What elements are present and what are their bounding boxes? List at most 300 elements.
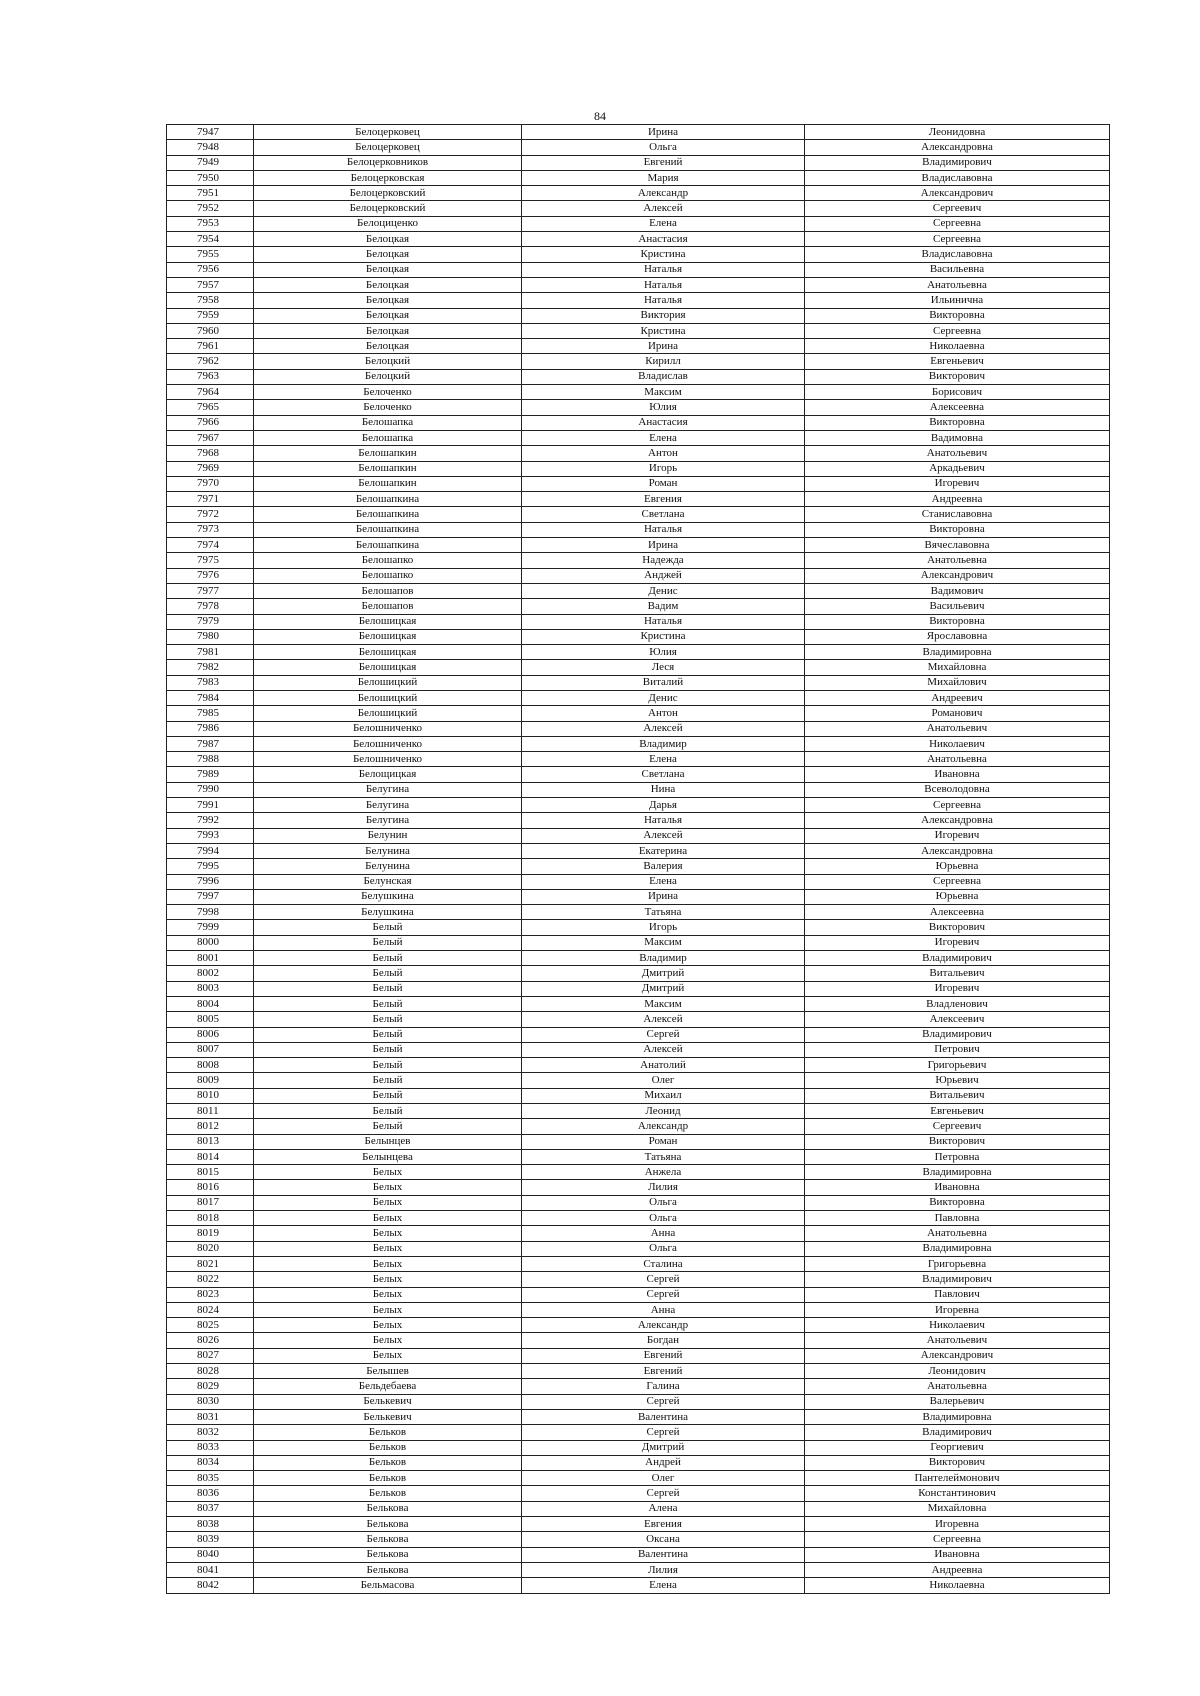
row-number-cell: 7986: [167, 721, 254, 736]
last-name-cell: Белый: [254, 1012, 522, 1027]
row-number-cell: 8025: [167, 1318, 254, 1333]
last-name-cell: Белый: [254, 920, 522, 935]
table-row: [167, 736, 1110, 751]
last-name-cell: Белый: [254, 935, 522, 950]
patronymic-cell: Сергеевна: [805, 323, 1110, 338]
patronymic-cell: Евгеньевич: [805, 1104, 1110, 1119]
first-name-cell: Екатерина: [522, 843, 805, 858]
row-number-cell: 7984: [167, 690, 254, 705]
patronymic-cell: Владимировна: [805, 1165, 1110, 1180]
first-name-cell: Ирина: [522, 339, 805, 354]
last-name-cell: Белугина: [254, 798, 522, 813]
last-name-cell: Бельков: [254, 1471, 522, 1486]
first-name-cell: Кристина: [522, 323, 805, 338]
page-number: 84: [594, 109, 606, 123]
row-number-cell: 7998: [167, 905, 254, 920]
patronymic-cell: Александрович: [805, 568, 1110, 583]
patronymic-cell: Владимирович: [805, 1027, 1110, 1042]
first-name-cell: Александр: [522, 1318, 805, 1333]
patronymic-cell: Владимировна: [805, 1409, 1110, 1424]
first-name-cell: Дмитрий: [522, 1440, 805, 1455]
row-number-cell: 8016: [167, 1180, 254, 1195]
row-number-cell: 8039: [167, 1532, 254, 1547]
table-row: [167, 1088, 1110, 1103]
last-name-cell: Белый: [254, 1073, 522, 1088]
row-number-cell: 7952: [167, 201, 254, 216]
last-name-cell: Белошапов: [254, 599, 522, 614]
last-name-cell: Белый: [254, 1119, 522, 1134]
table-row: [167, 1104, 1110, 1119]
row-number-cell: 7981: [167, 645, 254, 660]
row-number-cell: 7961: [167, 339, 254, 354]
first-name-cell: Лилия: [522, 1562, 805, 1577]
table-row: [167, 889, 1110, 904]
row-number-cell: 7985: [167, 706, 254, 721]
patronymic-cell: Станиславовна: [805, 507, 1110, 522]
last-name-cell: Белошицкий: [254, 706, 522, 721]
patronymic-cell: Анатольевна: [805, 277, 1110, 292]
first-name-cell: Сергей: [522, 1287, 805, 1302]
row-number-cell: 8034: [167, 1455, 254, 1470]
patronymic-cell: Ильинична: [805, 293, 1110, 308]
first-name-cell: Александр: [522, 186, 805, 201]
table-row: [167, 767, 1110, 782]
table-row: [167, 859, 1110, 874]
row-number-cell: 8001: [167, 951, 254, 966]
last-name-cell: Белоцкий: [254, 369, 522, 384]
patronymic-cell: Борисович: [805, 385, 1110, 400]
table-row: [167, 721, 1110, 736]
first-name-cell: Валентина: [522, 1409, 805, 1424]
row-number-cell: 7988: [167, 752, 254, 767]
table-row: [167, 920, 1110, 935]
last-name-cell: Белоцерковец: [254, 140, 522, 155]
patronymic-cell: Игоревна: [805, 1302, 1110, 1317]
first-name-cell: Ирина: [522, 538, 805, 553]
row-number-cell: 8009: [167, 1073, 254, 1088]
table-row: [167, 232, 1110, 247]
first-name-cell: Виктория: [522, 308, 805, 323]
patronymic-cell: Викторович: [805, 1455, 1110, 1470]
patronymic-cell: Васильевна: [805, 262, 1110, 277]
patronymic-cell: Вадимовна: [805, 430, 1110, 445]
patronymic-cell: Аркадьевич: [805, 461, 1110, 476]
row-number-cell: 7991: [167, 798, 254, 813]
first-name-cell: Ольга: [522, 1211, 805, 1226]
last-name-cell: Белый: [254, 1042, 522, 1057]
last-name-cell: Белоцкая: [254, 308, 522, 323]
first-name-cell: Евгения: [522, 492, 805, 507]
table-row: [167, 1318, 1110, 1333]
first-name-cell: Анна: [522, 1226, 805, 1241]
row-number-cell: 7951: [167, 186, 254, 201]
table-row: [167, 966, 1110, 981]
table-row: [167, 369, 1110, 384]
table-row: [167, 1027, 1110, 1042]
table-row: [167, 645, 1110, 660]
row-number-cell: 8004: [167, 996, 254, 1011]
row-number-cell: 7975: [167, 553, 254, 568]
table-row: [167, 339, 1110, 354]
row-number-cell: 8022: [167, 1272, 254, 1287]
patronymic-cell: Анатольевна: [805, 752, 1110, 767]
last-name-cell: Белынцева: [254, 1149, 522, 1164]
table-row: [167, 614, 1110, 629]
table-row: [167, 201, 1110, 216]
last-name-cell: Белошапкина: [254, 522, 522, 537]
last-name-cell: Белошапкин: [254, 461, 522, 476]
last-name-cell: Белошниченко: [254, 736, 522, 751]
row-number-cell: 7948: [167, 140, 254, 155]
last-name-cell: Белоциценко: [254, 216, 522, 231]
first-name-cell: Леонид: [522, 1104, 805, 1119]
row-number-cell: 7967: [167, 430, 254, 445]
row-number-cell: 8006: [167, 1027, 254, 1042]
patronymic-cell: Андреевич: [805, 690, 1110, 705]
last-name-cell: Белькова: [254, 1547, 522, 1562]
last-name-cell: Белькова: [254, 1532, 522, 1547]
patronymic-cell: Викторовна: [805, 614, 1110, 629]
patronymic-cell: Викторовна: [805, 308, 1110, 323]
first-name-cell: Елена: [522, 752, 805, 767]
row-number-cell: 7953: [167, 216, 254, 231]
last-name-cell: Белый: [254, 981, 522, 996]
table-row: [167, 1149, 1110, 1164]
row-number-cell: 7954: [167, 232, 254, 247]
table-row: [167, 843, 1110, 858]
row-number-cell: 7989: [167, 767, 254, 782]
last-name-cell: Белоцерковский: [254, 186, 522, 201]
row-number-cell: 7966: [167, 415, 254, 430]
last-name-cell: Белугина: [254, 813, 522, 828]
row-number-cell: 7999: [167, 920, 254, 935]
row-number-cell: 7971: [167, 492, 254, 507]
last-name-cell: Белоцкая: [254, 232, 522, 247]
last-name-cell: Белый: [254, 996, 522, 1011]
last-name-cell: Белошапкина: [254, 538, 522, 553]
last-name-cell: Белошапкин: [254, 446, 522, 461]
table-row: [167, 675, 1110, 690]
row-number-cell: 8007: [167, 1042, 254, 1057]
row-number-cell: 7979: [167, 614, 254, 629]
row-number-cell: 7947: [167, 125, 254, 140]
first-name-cell: Светлана: [522, 767, 805, 782]
patronymic-cell: Викторовна: [805, 415, 1110, 430]
table-row: [167, 1241, 1110, 1256]
table-row: [167, 186, 1110, 201]
row-number-cell: 7982: [167, 660, 254, 675]
first-name-cell: Сергей: [522, 1027, 805, 1042]
table-row: [167, 874, 1110, 889]
first-name-cell: Ирина: [522, 125, 805, 140]
last-name-cell: Белоцкий: [254, 354, 522, 369]
table-row: [167, 323, 1110, 338]
row-number-cell: 8031: [167, 1409, 254, 1424]
row-number-cell: 7977: [167, 583, 254, 598]
table-row: [167, 1517, 1110, 1532]
patronymic-cell: Викторович: [805, 1134, 1110, 1149]
patronymic-cell: Андреевна: [805, 1562, 1110, 1577]
patronymic-cell: Сергеевна: [805, 216, 1110, 231]
last-name-cell: Белькова: [254, 1562, 522, 1577]
first-name-cell: Надежда: [522, 553, 805, 568]
last-name-cell: Белоцкая: [254, 277, 522, 292]
row-number-cell: 7994: [167, 843, 254, 858]
last-name-cell: Белоцерковская: [254, 170, 522, 185]
table-row: [167, 1195, 1110, 1210]
last-name-cell: Белых: [254, 1333, 522, 1348]
patronymic-cell: Викторович: [805, 920, 1110, 935]
patronymic-cell: Ярославовна: [805, 629, 1110, 644]
first-name-cell: Денис: [522, 690, 805, 705]
row-number-cell: 7983: [167, 675, 254, 690]
registry-table-body: [167, 125, 1110, 1594]
patronymic-cell: Витальевич: [805, 966, 1110, 981]
table-row: [167, 538, 1110, 553]
first-name-cell: Антон: [522, 706, 805, 721]
first-name-cell: Оксана: [522, 1532, 805, 1547]
row-number-cell: 7959: [167, 308, 254, 323]
row-number-cell: 7965: [167, 400, 254, 415]
first-name-cell: Анджей: [522, 568, 805, 583]
last-name-cell: Белошицкий: [254, 675, 522, 690]
row-number-cell: 8008: [167, 1058, 254, 1073]
table-row: [167, 828, 1110, 843]
patronymic-cell: Ивановна: [805, 767, 1110, 782]
first-name-cell: Роман: [522, 1134, 805, 1149]
table-row: [167, 1394, 1110, 1409]
table-row: [167, 216, 1110, 231]
patronymic-cell: Сергеевна: [805, 874, 1110, 889]
first-name-cell: Леся: [522, 660, 805, 675]
last-name-cell: Бельков: [254, 1455, 522, 1470]
row-number-cell: 7997: [167, 889, 254, 904]
table-row: [167, 1501, 1110, 1516]
first-name-cell: Наталья: [522, 262, 805, 277]
table-row: [167, 400, 1110, 415]
first-name-cell: Алексей: [522, 721, 805, 736]
table-row: [167, 1364, 1110, 1379]
patronymic-cell: Ивановна: [805, 1180, 1110, 1195]
table-row: [167, 1302, 1110, 1317]
first-name-cell: Елена: [522, 1578, 805, 1593]
first-name-cell: Игорь: [522, 920, 805, 935]
table-row: [167, 951, 1110, 966]
last-name-cell: Белых: [254, 1287, 522, 1302]
table-row: [167, 813, 1110, 828]
patronymic-cell: Романович: [805, 706, 1110, 721]
last-name-cell: Белунская: [254, 874, 522, 889]
table-row: [167, 1256, 1110, 1271]
row-number-cell: 8029: [167, 1379, 254, 1394]
row-number-cell: 7996: [167, 874, 254, 889]
row-number-cell: 7962: [167, 354, 254, 369]
first-name-cell: Олег: [522, 1471, 805, 1486]
last-name-cell: Белых: [254, 1348, 522, 1363]
row-number-cell: 7978: [167, 599, 254, 614]
last-name-cell: Белошапкин: [254, 476, 522, 491]
first-name-cell: Алексей: [522, 201, 805, 216]
first-name-cell: Алена: [522, 1501, 805, 1516]
first-name-cell: Елена: [522, 216, 805, 231]
patronymic-cell: Сергеевна: [805, 232, 1110, 247]
patronymic-cell: Алексеевич: [805, 1012, 1110, 1027]
patronymic-cell: Ивановна: [805, 1547, 1110, 1562]
patronymic-cell: Алексеевна: [805, 400, 1110, 415]
table-row: [167, 905, 1110, 920]
patronymic-cell: Евгеньевич: [805, 354, 1110, 369]
first-name-cell: Наталья: [522, 293, 805, 308]
last-name-cell: Белоченко: [254, 385, 522, 400]
row-number-cell: 7990: [167, 782, 254, 797]
last-name-cell: Белышев: [254, 1364, 522, 1379]
table-row: [167, 125, 1110, 140]
patronymic-cell: Владимирович: [805, 155, 1110, 170]
table-row: [167, 1532, 1110, 1547]
patronymic-cell: Юрьевна: [805, 859, 1110, 874]
patronymic-cell: Григорьевич: [805, 1058, 1110, 1073]
last-name-cell: Белощицкая: [254, 767, 522, 782]
last-name-cell: Белькевич: [254, 1409, 522, 1424]
first-name-cell: Анатолий: [522, 1058, 805, 1073]
last-name-cell: Белошицкая: [254, 614, 522, 629]
first-name-cell: Сергей: [522, 1272, 805, 1287]
patronymic-cell: Владимировна: [805, 645, 1110, 660]
first-name-cell: Ирина: [522, 889, 805, 904]
table-row: [167, 629, 1110, 644]
last-name-cell: Белошапов: [254, 583, 522, 598]
row-number-cell: 8005: [167, 1012, 254, 1027]
table-row: [167, 1486, 1110, 1501]
table-row: [167, 1455, 1110, 1470]
last-name-cell: Белоцкая: [254, 339, 522, 354]
row-number-cell: 8002: [167, 966, 254, 981]
table-row: [167, 1578, 1110, 1593]
table-row: [167, 415, 1110, 430]
first-name-cell: Владимир: [522, 736, 805, 751]
patronymic-cell: Леонидович: [805, 1364, 1110, 1379]
patronymic-cell: Валерьевич: [805, 1394, 1110, 1409]
last-name-cell: Белькевич: [254, 1394, 522, 1409]
row-number-cell: 7960: [167, 323, 254, 338]
patronymic-cell: Вадимович: [805, 583, 1110, 598]
last-name-cell: Белоцкая: [254, 323, 522, 338]
table-row: [167, 476, 1110, 491]
patronymic-cell: Николаевна: [805, 1578, 1110, 1593]
last-name-cell: Белый: [254, 1104, 522, 1119]
row-number-cell: 8013: [167, 1134, 254, 1149]
patronymic-cell: Михайловна: [805, 660, 1110, 675]
table-row: [167, 1012, 1110, 1027]
last-name-cell: Белых: [254, 1180, 522, 1195]
table-row: [167, 354, 1110, 369]
row-number-cell: 8021: [167, 1256, 254, 1271]
row-number-cell: 8018: [167, 1211, 254, 1226]
table-row: [167, 706, 1110, 721]
row-number-cell: 7972: [167, 507, 254, 522]
table-row: [167, 1562, 1110, 1577]
row-number-cell: 8019: [167, 1226, 254, 1241]
last-name-cell: Белых: [254, 1195, 522, 1210]
first-name-cell: Андрей: [522, 1455, 805, 1470]
row-number-cell: 8020: [167, 1241, 254, 1256]
patronymic-cell: Владимирович: [805, 951, 1110, 966]
table-row: [167, 996, 1110, 1011]
patronymic-cell: Николаевна: [805, 339, 1110, 354]
table-row: [167, 568, 1110, 583]
last-name-cell: Белоцкая: [254, 247, 522, 262]
table-row: [167, 1348, 1110, 1363]
patronymic-cell: Пантелеймонович: [805, 1471, 1110, 1486]
patronymic-cell: Сергеевна: [805, 798, 1110, 813]
table-row: [167, 1042, 1110, 1057]
table-row: [167, 1134, 1110, 1149]
last-name-cell: Белошапко: [254, 568, 522, 583]
table-row: [167, 1287, 1110, 1302]
first-name-cell: Ольга: [522, 1195, 805, 1210]
row-number-cell: 7955: [167, 247, 254, 262]
row-number-cell: 7992: [167, 813, 254, 828]
patronymic-cell: Сергеевна: [805, 1532, 1110, 1547]
row-number-cell: 7980: [167, 629, 254, 644]
table-row: [167, 1165, 1110, 1180]
first-name-cell: Наталья: [522, 522, 805, 537]
row-number-cell: 8014: [167, 1149, 254, 1164]
last-name-cell: Белошапка: [254, 415, 522, 430]
table-row: [167, 1547, 1110, 1562]
last-name-cell: Белугина: [254, 782, 522, 797]
last-name-cell: Белоцкая: [254, 293, 522, 308]
table-row: [167, 507, 1110, 522]
first-name-cell: Елена: [522, 430, 805, 445]
first-name-cell: Дарья: [522, 798, 805, 813]
first-name-cell: Сергей: [522, 1486, 805, 1501]
first-name-cell: Нина: [522, 782, 805, 797]
first-name-cell: Наталья: [522, 813, 805, 828]
last-name-cell: Белый: [254, 1088, 522, 1103]
table-row: [167, 170, 1110, 185]
table-row: [167, 430, 1110, 445]
first-name-cell: Роман: [522, 476, 805, 491]
row-number-cell: 7995: [167, 859, 254, 874]
patronymic-cell: Вячеславовна: [805, 538, 1110, 553]
last-name-cell: Белынцев: [254, 1134, 522, 1149]
row-number-cell: 8035: [167, 1471, 254, 1486]
row-number-cell: 7968: [167, 446, 254, 461]
table-row: [167, 140, 1110, 155]
table-row: [167, 446, 1110, 461]
last-name-cell: Белошицкая: [254, 660, 522, 675]
first-name-cell: Денис: [522, 583, 805, 598]
last-name-cell: Белошниченко: [254, 752, 522, 767]
last-name-cell: Белушкина: [254, 905, 522, 920]
row-number-cell: 8028: [167, 1364, 254, 1379]
last-name-cell: Белых: [254, 1241, 522, 1256]
last-name-cell: Белоцерковников: [254, 155, 522, 170]
first-name-cell: Лилия: [522, 1180, 805, 1195]
last-name-cell: Белушкина: [254, 889, 522, 904]
table-row: [167, 262, 1110, 277]
last-name-cell: Белых: [254, 1165, 522, 1180]
patronymic-cell: Григорьевна: [805, 1256, 1110, 1271]
table-row: [167, 1272, 1110, 1287]
patronymic-cell: Владиславовна: [805, 247, 1110, 262]
table-row: [167, 1333, 1110, 1348]
row-number-cell: 8036: [167, 1486, 254, 1501]
last-name-cell: Белошапка: [254, 430, 522, 445]
table-row: [167, 1425, 1110, 1440]
first-name-cell: Валерия: [522, 859, 805, 874]
